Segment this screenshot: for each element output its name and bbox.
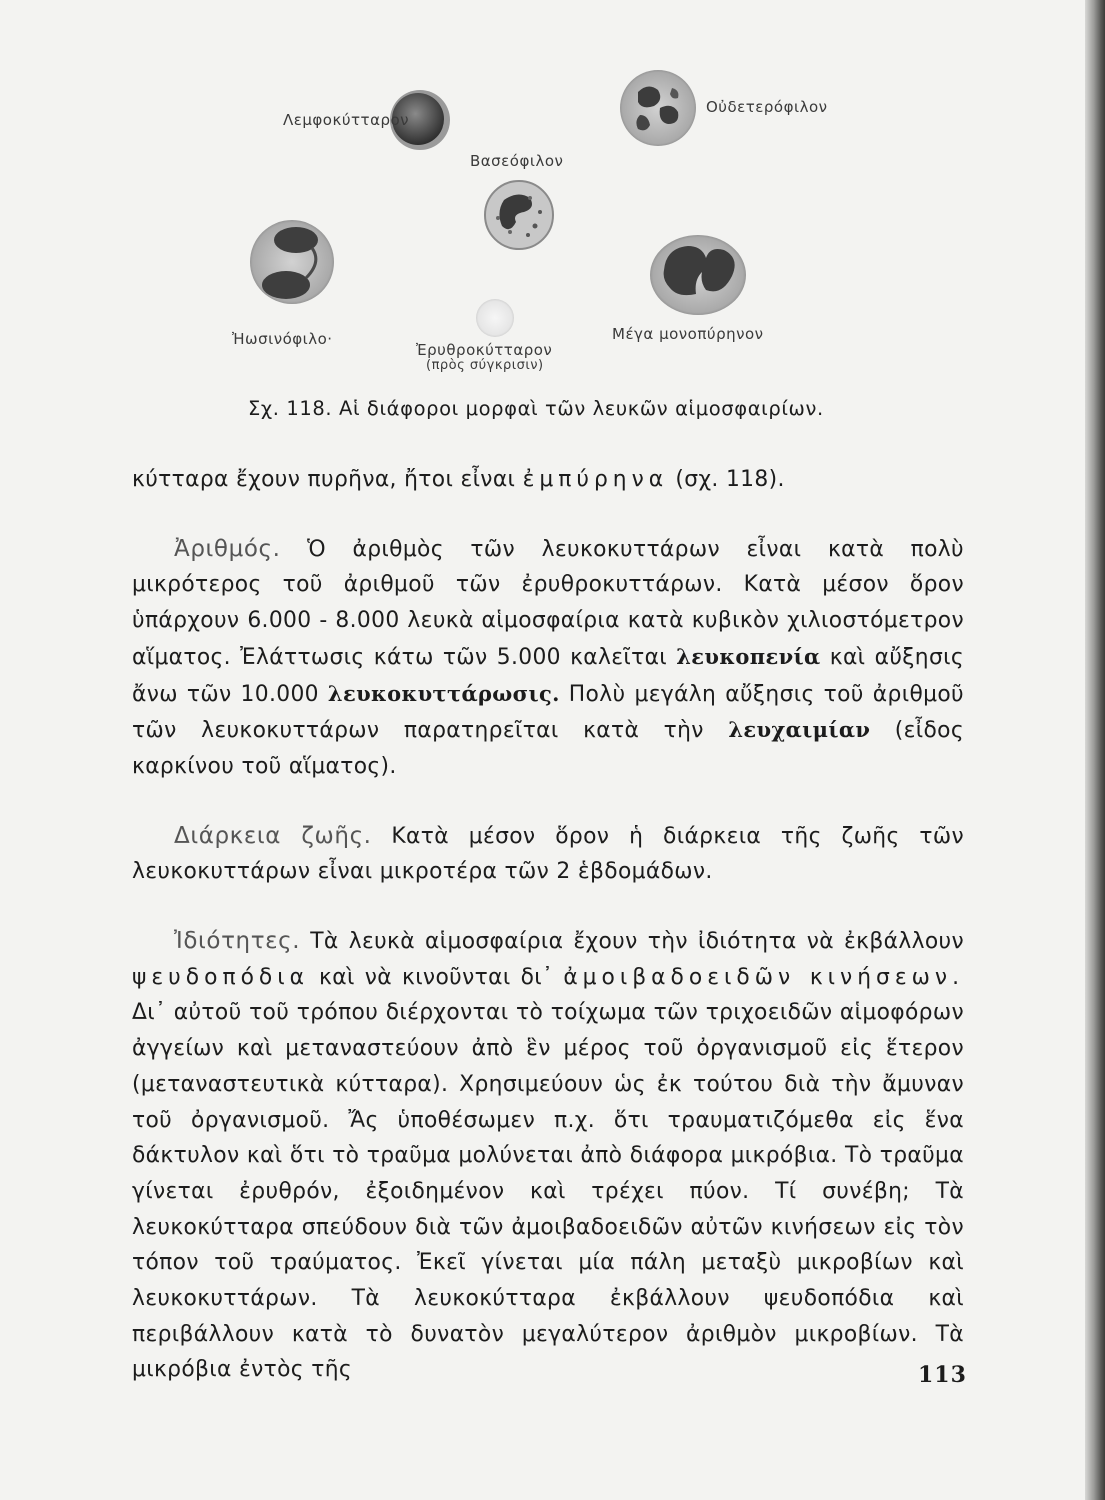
label-neutrophil: Οὐδετερόφιλον (706, 98, 828, 116)
section-heading-lifespan: Διάρκεια ζωῆς. (174, 822, 372, 849)
term-leukopenia: λευκοπενία (676, 643, 821, 669)
body-text (132, 462, 964, 1388)
blood-cells-figure (0, 0, 1105, 400)
basophil-cell (485, 181, 553, 249)
section-heading-properties: Ἰδιότητες. (174, 928, 301, 955)
term-leukocytosis: λευκοκυττάρωσις. (327, 680, 560, 706)
label-eosinophil: Ἠωσινόφιλο· (232, 330, 333, 348)
cells-drawing (0, 0, 1105, 400)
lifespan-paragraph: Διάρκεια ζωῆς. Κατὰ μέσον ὅρον ἡ διάρκεια τῆς ζωῆς τῶν λευκοκυττάρων εἶναι μικροτέρα τῶν 2 ἑβδομάδων. (132, 822, 965, 885)
section-heading-number: Ἀριθμός. (174, 535, 281, 562)
figure-caption: Σχ. 118. Αἱ διάφοροι μορφαὶ τῶν λευκῶν αἱμοσφαιρίων. (248, 397, 824, 420)
label-monocyte: Μέγα μονοπύρηνον (612, 325, 764, 343)
properties-paragraph: Ἰδιότητες. Τὰ λευκὰ αἱμοσφαίρια ἔχουν τὴν ἰδιότητα νὰ ἐκβάλλουν ψευδοπόδια καὶ νὰ κινοῦνται δι᾽ ἀμοιβαδοειδῶν κινήσεων. Δι᾽ αὐτοῦ τοῦ τρόπου διέρχονται τὸ τοίχωμα τῶν τριχοειδῶν αἱμοφόρων ἀγγείων καὶ μεταναστεύουν ἀπὸ ἓν μέρος τοῦ ὀργανισμοῦ εἰς ἕτερον (μεταναστευτικὰ κύτταρα). Χρησιμεύουν ὡς ἐκ τούτου διὰ τὴν ἄμυναν τοῦ ὀργανισμοῦ. Ἄς ὑποθέσωμεν π.χ. ὅτι τραυματιζόμεθα εἰς ἕνα δάκτυλον καὶ ὅτι τὸ τραῦμα μολύνεται ἀπὸ διάφορα μικρόβια. Τὸ τραῦμα γίνεται ἐρυθρόν, ἐξοιδημένον καὶ τρέχει πύον. Τί συνέβη; Τὰ λευκοκύτταρα σπεύδουν διὰ τῶν ἀμοιβαδοειδῶν αὐτῶν κινήσεων εἰς τὸν τόπον τοῦ τραύματος. Ἐκεῖ γίνεται μία πάλη μεταξὺ μικροβίων καὶ λευκοκυττάρων. Τὰ λευκοκύτταρα ἐκβάλλουν ψευδοπόδια καὶ περιβάλλουν κατὰ τὸ δυνατὸν μεγαλύτερον ἀριθμὸν μικροβίων. Τὰ μικρόβια ἐντὸς τῆς (132, 928, 964, 1383)
intro-paragraph: κύτταρα ἔχουν πυρῆνα, ἤτοι εἶναι ἐμπύρηνα (σχ. 118). (132, 467, 785, 492)
page-number: 113 (918, 1362, 967, 1388)
term-leukemia: λευχαιμίαν (728, 717, 871, 743)
label-lymphocyte: Λεμφοκύτταρον (283, 111, 410, 129)
spaced-term-empyrena: ἐμπύρηνα (522, 467, 669, 492)
number-paragraph: Ἀριθμός. Ὁ ἀριθμὸς τῶν λευκοκυττάρων εἶναι κατὰ πολὺ μικρότερος τοῦ ἀριθμοῦ τῶν ἐρυθροκυττάρων. Κατὰ μέσον ὅρον ὑπάρχουν 6.000 - 8.000 λευκὰ αἱμοσφαίρια κατὰ κυβικὸν χιλιοστόμετρον αἵματος. Ἐλάττωσις κάτω τῶν 5.000 καλεῖται λευκοπενία καὶ αὔξησις ἄνω τῶν 10.000 λευκοκυττάρωσις. Πολὺ μεγάλη αὔξησις τοῦ ἀριθμοῦ τῶν λευκοκυττάρων παρατηρεῖται κατὰ τὴν λευχαιμίαν (εἶδος καρκίνου τοῦ αἵματος). (132, 535, 964, 779)
erythrocyte-cell (476, 299, 514, 337)
label-basophil: Βασεόφιλον (470, 152, 564, 170)
spaced-term-amoeboid: ἀμοιβαδοειδῶν κινήσεων. (563, 964, 964, 990)
eosinophil-cell (250, 220, 334, 304)
monocyte-cell (650, 235, 746, 315)
spaced-term-pseudopodia: ψευδοπόδια (132, 964, 309, 990)
label-erythrocyte-note: (πρὸς σύγκρισιν) (426, 358, 544, 373)
label-erythrocyte: Ἐρυθροκύτταρον (416, 341, 553, 359)
neutrophil-cell (620, 70, 696, 146)
